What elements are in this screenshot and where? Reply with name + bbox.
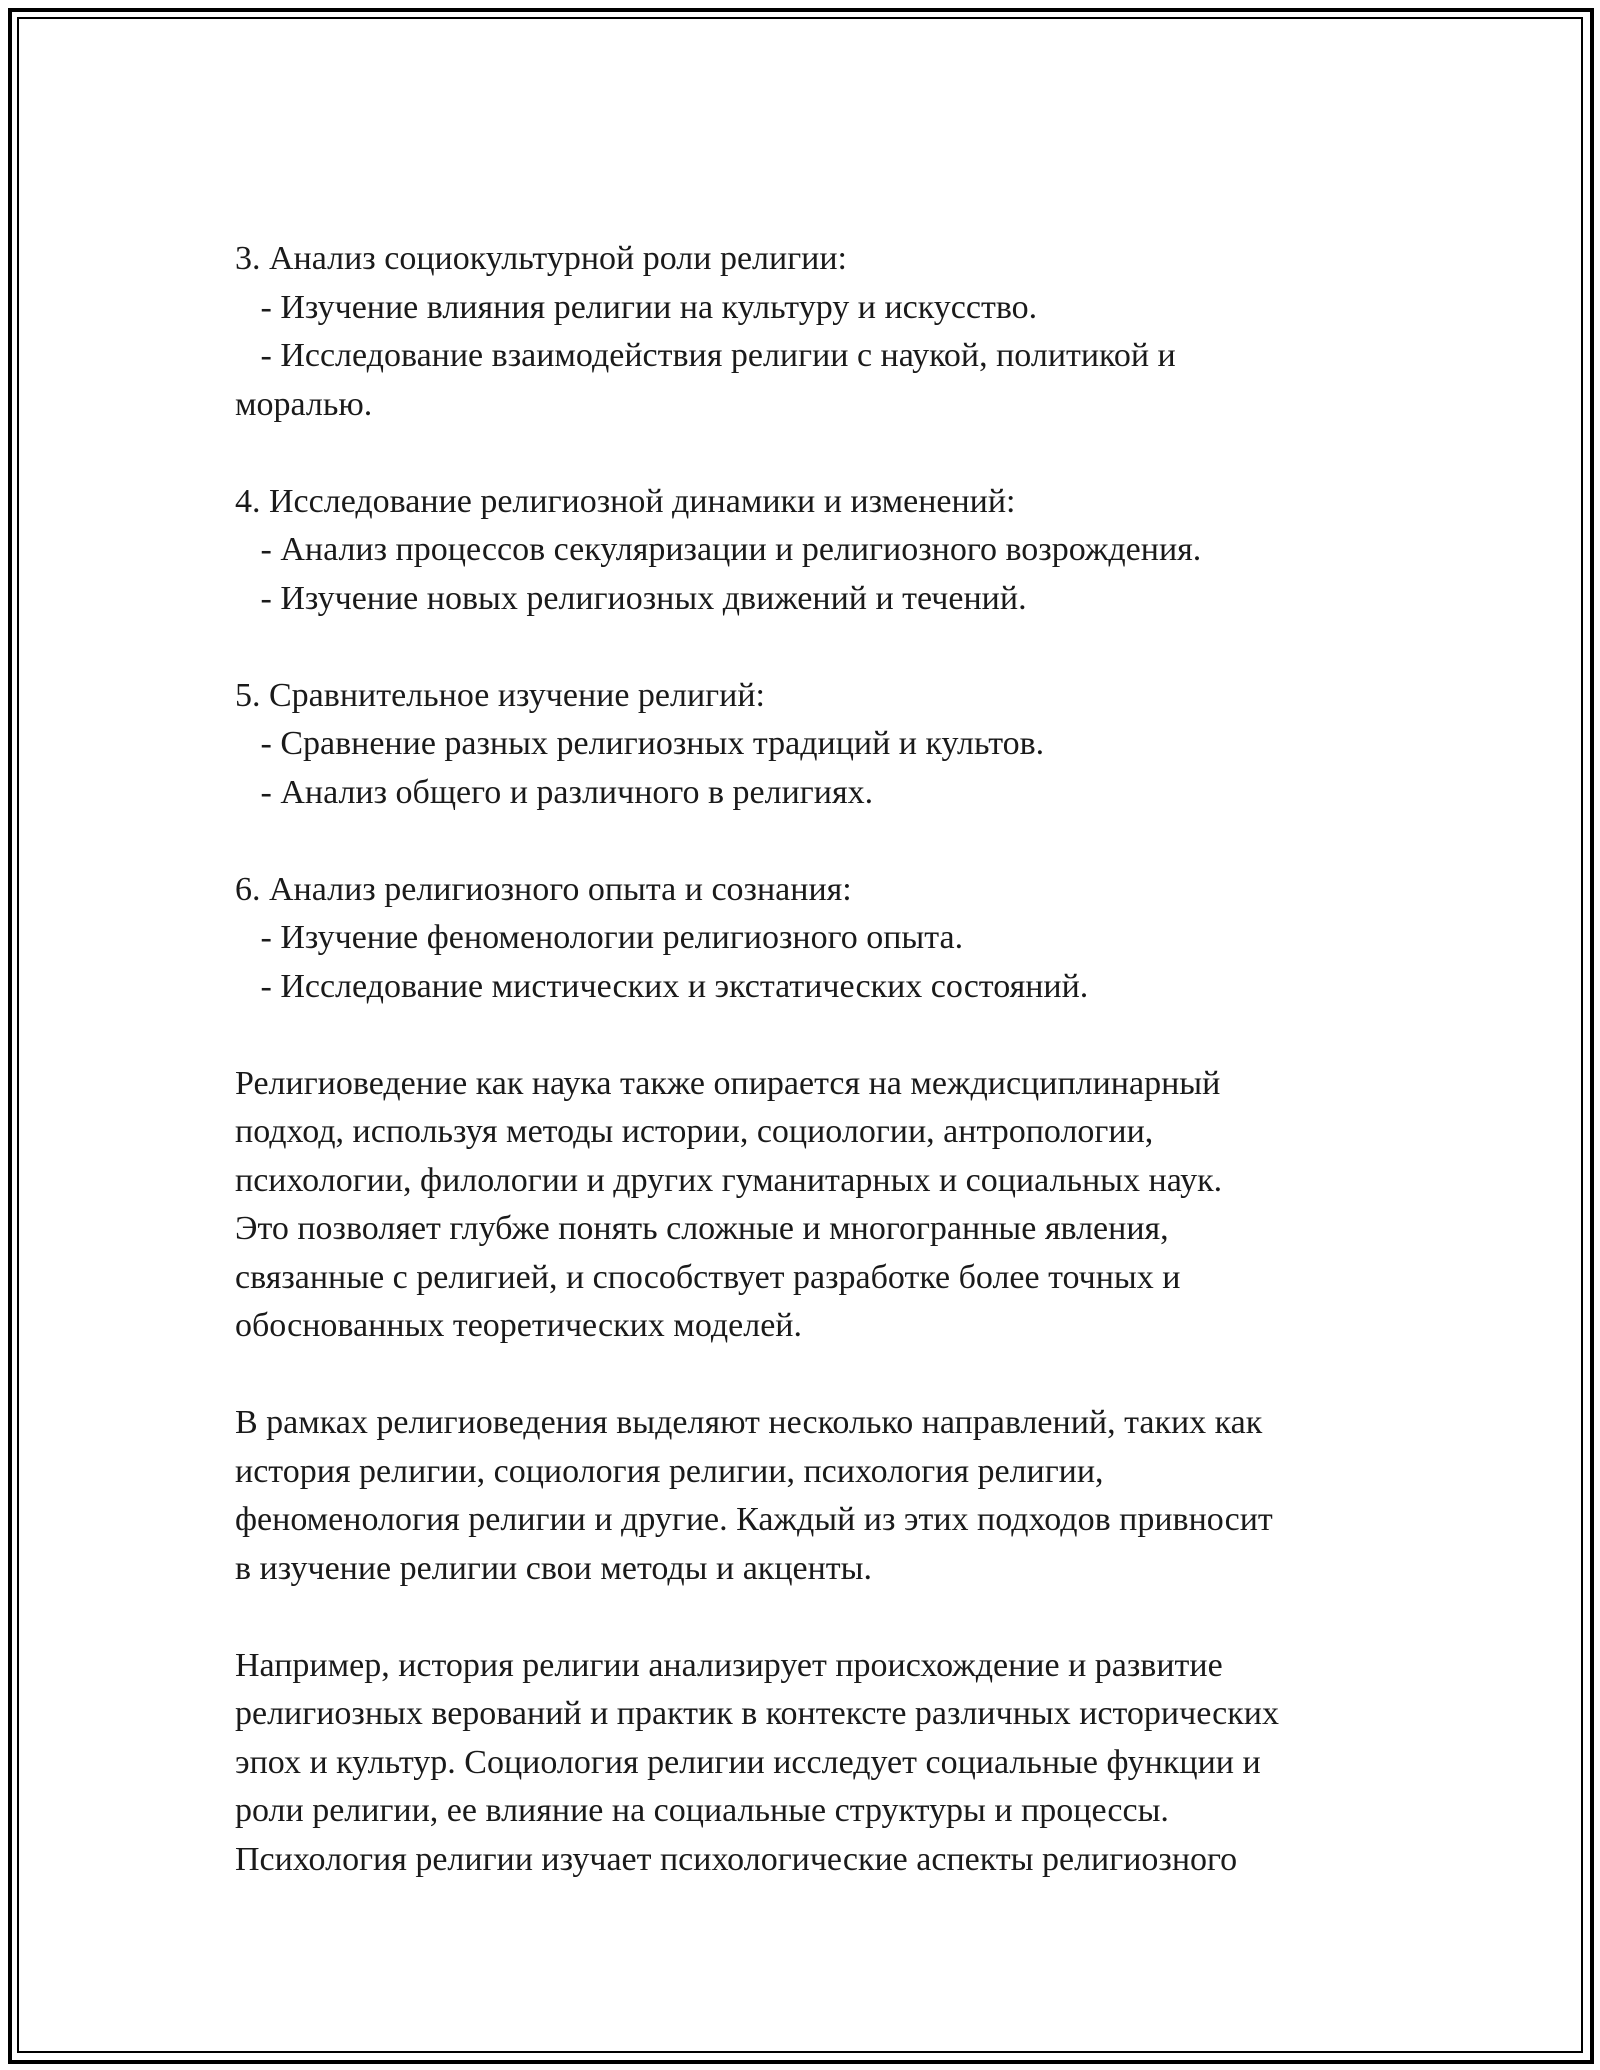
examples-paragraph-line: Например, история религии анализирует происхождение и развитие [235, 1646, 1223, 1684]
section-4-item-1: - Анализ процессов секуляризации и религиозного возрождения. [235, 531, 1202, 568]
directions-paragraph-line: в изучение религии свои методы и акценты. [235, 1549, 873, 1587]
interdisciplinary-paragraph-line: Религиоведение как наука также опирается на междисциплинарный [235, 1064, 1221, 1102]
paragraph-gap [235, 1351, 1385, 1400]
paragraph-gap [235, 429, 1385, 478]
interdisciplinary-paragraph-line: психологии, филологии и других гуманитарных и социальных наук. [235, 1161, 1223, 1199]
examples-paragraph-line: эпох и культур. Социология религии исследует социальные функции и [235, 1743, 1261, 1781]
section-3-heading: 3. Анализ социокультурной роли религии: [235, 240, 847, 277]
interdisciplinary-paragraph-line: Это позволяет глубже понять сложные и многогранные явления, [235, 1210, 1169, 1247]
section-6-item-1: - Изучение феноменологии религиозного опыта. [235, 919, 964, 956]
section-3-item-2: - Исследование взаимодействия религии с наукой, политикой и [235, 337, 1176, 374]
section-6-item-2: - Исследование мистических и экстатических состояний. [235, 967, 1089, 1005]
section-3-item-2-continued: моралью. [235, 385, 373, 423]
section-5-item-1: - Сравнение разных религиозных традиций и культов. [235, 725, 1045, 762]
paragraph-gap [235, 1011, 1385, 1060]
examples-paragraph-line: религиозных верований и практик в контексте различных исторических [235, 1695, 1279, 1732]
directions-paragraph-line: В рамках религиоведения выделяют несколько направлений, таких как [235, 1404, 1263, 1441]
section-5-heading: 5. Сравнительное изучение религий: [235, 676, 765, 714]
paragraph-gap [235, 817, 1385, 866]
paragraph-gap [235, 623, 1385, 672]
section-4-heading: 4. Исследование религиозной динамики и изменений: [235, 482, 1016, 520]
examples-paragraph-line: роли религии, ее влияние на социальные структуры и процессы. [235, 1792, 1169, 1829]
directions-paragraph-line: феноменология религии и другие. Каждый из этих подходов привносит [235, 1501, 1273, 1538]
interdisciplinary-paragraph-line: обоснованных теоретических моделей. [235, 1307, 802, 1344]
interdisciplinary-paragraph-line: связанные с религией, и способствует разработке более точных и [235, 1258, 1181, 1296]
examples-paragraph-line: Психология религии изучает психологические аспекты религиозного [235, 1840, 1238, 1878]
section-3-item-1: - Изучение влияния религии на культуру и искусство. [235, 288, 1038, 326]
interdisciplinary-paragraph-line: подход, используя методы истории, социологии, антропологии, [235, 1113, 1154, 1150]
directions-paragraph-line: история религии, социология религии, психология религии, [235, 1452, 1104, 1490]
document-body [235, 235, 1385, 1884]
paragraph-gap [235, 1593, 1385, 1642]
section-4-item-2: - Изучение новых религиозных движений и течений. [235, 579, 1027, 617]
section-5-item-2: - Анализ общего и различного в религиях. [235, 773, 874, 811]
section-6-heading: 6. Анализ религиозного опыта и сознания: [235, 870, 852, 908]
